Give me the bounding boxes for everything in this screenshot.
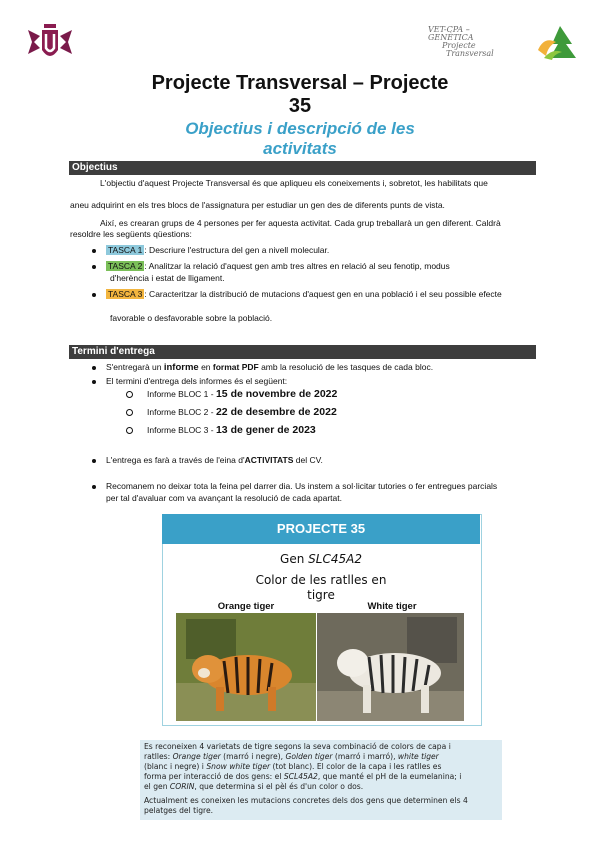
termini-bullet-2: El termini d'entrega dels informes és el següent:	[92, 376, 542, 387]
task-item-2	[92, 261, 542, 272]
bullet-icon	[92, 249, 96, 253]
trait-line2: tigre	[307, 588, 335, 602]
task-item-3-cont: favorable o desfavorable sobre la població.	[110, 313, 273, 323]
objectius-p2b: resoldre les següents qüestions:	[70, 229, 192, 239]
bullet-icon	[92, 459, 96, 463]
task-item-2-cont: d'herència i estat de lligament.	[110, 273, 225, 283]
project-card-header: PROJECTE 35	[162, 514, 480, 544]
task-item-3	[92, 289, 542, 300]
white-tiger-photo	[317, 613, 464, 721]
task-text: : Caracteritzar la distribució de mutacions d'aquest gen en una població i el seu possible efecte	[144, 289, 502, 299]
course-logo-text: VET-CPA – GENÈTICA Projecte Transversal	[428, 25, 494, 58]
termini-bullet-4: Recomanem no deixar tota la feina pel darrer dia. Us instem a sol·licitar tutories o fer entregues parcials	[92, 481, 542, 492]
objectius-p1a: L'objectiu d'aquest Projecte Transversal és que apliqueu els coneixements i, sobretot, les habilitats que	[100, 178, 488, 188]
photo-label-orange: Orange tiger	[217, 601, 275, 612]
termini-bullet-1: S'entregarà un informe en format PDF amb la resolució de les tasques de cada bloc.	[92, 362, 542, 373]
sub-bullet-icon	[126, 427, 133, 434]
tree-logo	[534, 22, 578, 62]
bullet-icon	[92, 366, 96, 370]
objectius-p2a: Així, es crearan grups de 4 persones per fer aquesta activitat. Cada grup treballarà un gen diferent. Caldrà	[100, 218, 501, 228]
sub-bullet-icon	[126, 409, 133, 416]
orange-tiger-photo	[176, 613, 316, 721]
bullet-icon	[92, 293, 96, 297]
bullet-icon	[92, 265, 96, 269]
deadline-bloc-1: Informe BLOC 1 - 15 de novembre de 2022	[126, 389, 526, 400]
termini-bullet-4-cont: per tal d'avaluar com va avançant la resolució de cada apartat.	[106, 493, 342, 503]
bullet-icon	[92, 485, 96, 489]
task-tag: TASCA 2	[108, 261, 143, 271]
subtitle-line1: Objectius i descripció de les	[185, 119, 415, 138]
tiger-varieties-note: Es reconeixen 4 varietats de tigre segons la seva combinació de colors de capa i ratlles: Orange tiger (marró i negre), Golden tiger (marró i marró), white tiger (blanc i negre) i Snow white tiger (tot blanc). El color de la capa i les ratlles es forma per interacció de dos gens: el SCL45A2, que manté el pH de la eumelanina; i el gen CORIN, que determina si el pèl és d'un color o dos. Actualment es coneixen les mutacions concretes dels dos gens que determinen els 4 pelatges del tigre.	[140, 740, 502, 820]
section-heading-termini: Termini d'entrega	[69, 345, 536, 359]
deadline-bloc-2: Informe BLOC 2 - 22 de desembre de 2022	[126, 407, 526, 418]
gene-name: Gen SLC45A2	[280, 552, 362, 566]
bullet-icon	[92, 380, 96, 384]
trait-line1: Color de les ratlles en	[255, 573, 387, 587]
university-logo	[22, 20, 78, 64]
sub-bullet-icon	[126, 391, 133, 398]
page-title-line2: 35	[288, 95, 312, 117]
task-tag: TASCA 3	[108, 289, 143, 299]
task-item-1	[92, 245, 542, 256]
section-heading-objectius: Objectius	[69, 161, 536, 175]
page-title-line1: Projecte Transversal – Projecte	[151, 72, 449, 94]
task-text: : Analitzar la relació d'aquest gen amb tres altres en relació al seu fenotip, modus	[144, 261, 450, 271]
termini-bullet-3: L'entrega es farà a través de l'eina d'ACTIVITATS del CV.	[92, 455, 542, 466]
task-text: : Descriure l'estructura del gen a nivell molecular.	[144, 245, 330, 255]
subtitle-line2: activitats	[263, 139, 337, 158]
photo-label-white: White tiger	[367, 601, 417, 612]
task-tag: TASCA 1	[108, 245, 143, 255]
objectius-p1b: aneu adquirint en els tres blocs de l'assignatura per estudiar un gen des de diferents punts de vista.	[70, 200, 445, 210]
deadline-bloc-3: Informe BLOC 3 - 13 de gener de 2023	[126, 425, 526, 436]
